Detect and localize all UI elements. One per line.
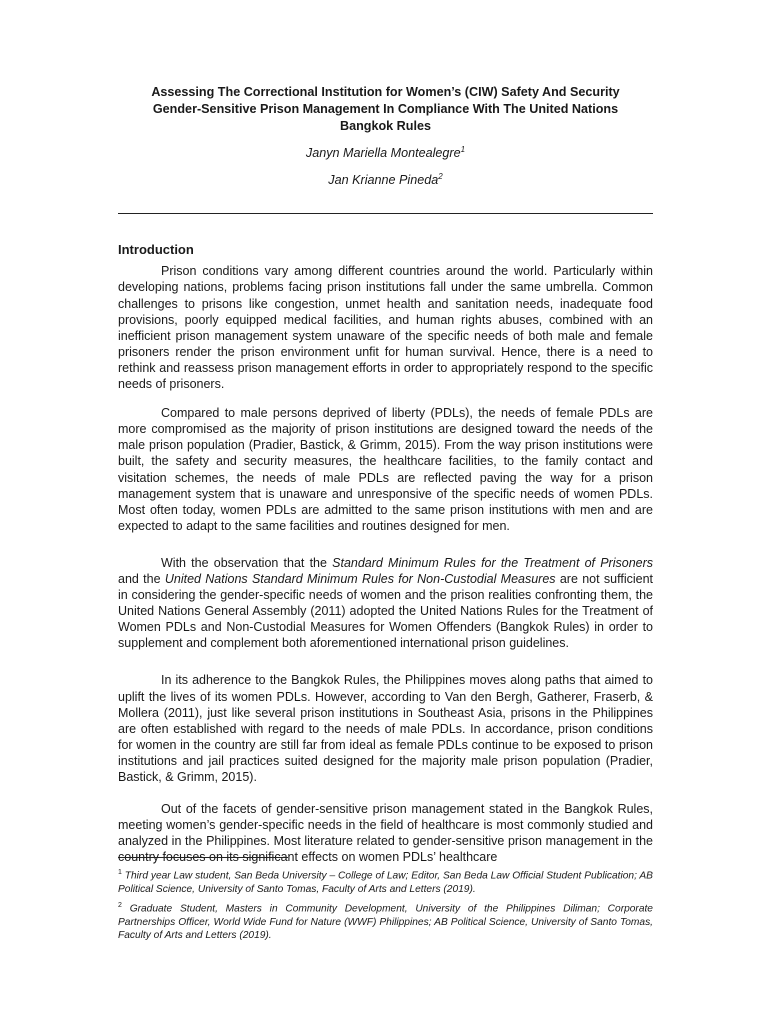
author-2-name: Jan Krianne Pineda [328, 173, 439, 188]
section-heading: Introduction [118, 242, 194, 258]
footnote-2-mark: 2 [118, 901, 122, 909]
footnote-divider [118, 857, 288, 858]
paragraph-3-italic-1: Standard Minimum Rules for the Treatment of Prisoners [332, 555, 654, 570]
author-1-footnote-mark: 1 [460, 145, 466, 154]
author-1 [118, 141, 653, 162]
paragraph-3-text-b: and the [118, 571, 165, 586]
paragraph-3-text-a: With the observation that the [161, 555, 333, 570]
footnote-1-mark: 1 [118, 869, 122, 876]
paper-title [118, 84, 653, 135]
title-line-3: Bangkok Rules [340, 119, 431, 133]
footnote-1-text: Third year Law student, San Beda University – College of Law; Editor, San Beda Law Official Student Publication; AB Political Science, University of Santo Tomas, Faculty of Arts and Letters (2019). [118, 870, 653, 895]
paragraph-2: Compared to male persons deprived of liberty (PDLs), the needs of female PDLs are more compromised as the majority of prison institutions are designed toward the needs of the male prison population (Pradier, Bastick, & Grimm, 2015). From the way prison institutions were built, the safety and security measures, the healthcare facilities, to the family contact and visitation schemes, the needs of male PDLs are reflected paving the way for a prison management system that is unaware and unresponsive of the specific needs of women PDLs. Most often today, women PDLs are admitted to the same prison institutions with men and are expected to adapt to the same facilities and routines designed for men. [118, 406, 653, 533]
footnote-1 [118, 866, 653, 897]
footnote-2-text: Graduate Student, Masters in Community Development, University of the Philippines Diliman; Corporate Partnerships Officer, World Wide Fund for Nature (WWF) Philippines; AB Political Science, University of Santo Tomas, Faculty of Arts and Letters (2019). [118, 902, 653, 942]
title-line-1: Assessing The Correctional Institution for Women’s (CIW) Safety And Security [151, 85, 620, 99]
paragraph-4: In its adherence to the Bangkok Rules, the Philippines moves along paths that aimed to uplift the lives of its women PDLs. However, according to Van den Bergh, Gatherer, Fraserb, & Mollera (2011), just like several prison institutions in Southeast Asia, prisons in the Philippines are often established with regard to the needs of male PDLs. In accordance, prison conditions for women in the country are still far from ideal as female PDLs continue to be exposed to prison institutions and jail practices suited designed for the majority male prison population (Pradier, Bastick, & Grimm, 2015). [118, 673, 653, 784]
paragraph-3-italic-2: United Nations Standard Minimum Rules for Non-Custodial Measures [164, 571, 556, 586]
footnote-2 [118, 899, 653, 943]
title-divider [118, 213, 653, 214]
paragraph-5: Out of the facets of gender-sensitive prison management stated in the Bangkok Rules, meeting women’s gender-specific needs in the field of healthcare is most commonly studied and analyzed in the Philippines. Most literature related to gender-sensitive prison management in the country focuses on its significant effects on women PDLs’ healthcare [118, 802, 653, 865]
paper-page [118, 84, 653, 878]
paragraph-1: Prison conditions vary among different countries around the world. Particularly within developing nations, problems facing prison institutions fall under the same umbrella. Common challenges to prisons like congestion, unmet health and sanitation needs, inadequate food provisions, poorly equipped medical facilities, and human rights abuses, combined with an inefficient prison management system unaware of the specific needs of both male and female prisoners render the prison environment unfit for human survival. Hence, there is a need to rethink and reassess prison management efforts in order to appropriately respond to the specific needs of prisoners. [118, 264, 653, 392]
title-line-2: Gender-Sensitive Prison Management In Compliance With The United Nations [152, 102, 619, 116]
paragraph-3-text-c: are not sufficient in considering the gender-specific needs of women and the prison realities confronting them, the United Nations General Assembly (2011) adopted the United Nations Rules for the Treatment of Women PDLs and Non-Custodial Measures for Women Offenders (Bangkok Rules) in order to supplement and complement both aforementioned international prison guidelines. [118, 571, 653, 651]
author-1-name: Janyn Mariella Montealegre [305, 146, 461, 161]
author-2-footnote-mark: 2 [438, 172, 443, 182]
footnotes [118, 866, 653, 945]
paragraph-3 [118, 555, 653, 652]
author-2 [118, 168, 653, 189]
